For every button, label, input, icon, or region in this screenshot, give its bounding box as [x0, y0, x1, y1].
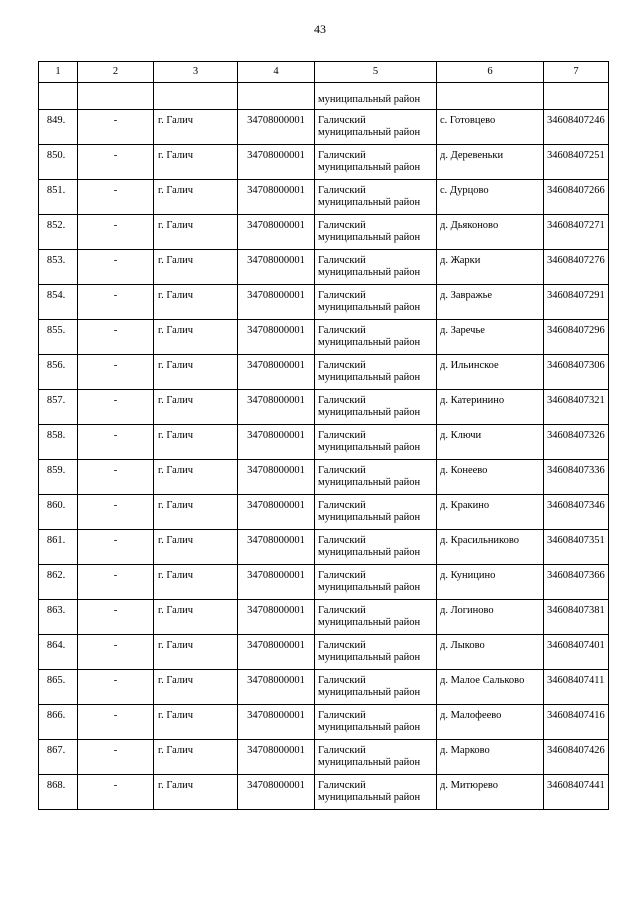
table-row [39, 180, 609, 215]
column-2-value: - [78, 250, 154, 285]
row-number: 866. [39, 705, 78, 740]
city-code: 34708000001 [238, 635, 315, 670]
city-code: 34708000001 [238, 460, 315, 495]
city-code: 34708000001 [238, 495, 315, 530]
district-name-line-2: муниципальный район [318, 652, 421, 663]
settlement-name: д. Конеево [437, 460, 544, 495]
settlement-name: д. Заречье [437, 320, 544, 355]
city-code: 34708000001 [238, 320, 315, 355]
district-name [315, 285, 437, 320]
table-row [39, 530, 609, 565]
district-name [315, 250, 437, 285]
row-number: 867. [39, 740, 78, 775]
table-row [39, 320, 609, 355]
district-name-line-2: муниципальный район [318, 267, 421, 278]
settlement-code: 34608407381 [544, 600, 609, 635]
district-name-line-2: муниципальный район [318, 127, 421, 138]
district-name [315, 495, 437, 530]
city-name: г. Галич [154, 145, 238, 180]
settlement-code: 34608407366 [544, 565, 609, 600]
table-cell [78, 83, 154, 110]
row-number: 849. [39, 110, 78, 145]
city-name: г. Галич [154, 705, 238, 740]
district-name [315, 705, 437, 740]
settlement-name: с. Готовцево [437, 110, 544, 145]
district-name-line-1: Галичский [318, 430, 366, 441]
district-name [315, 530, 437, 565]
city-name: г. Галич [154, 110, 238, 145]
city-code: 34708000001 [238, 390, 315, 425]
city-code: 34708000001 [238, 425, 315, 460]
city-name: г. Галич [154, 775, 238, 810]
district-name-line-2: муниципальный район [318, 337, 421, 348]
header-cell-7: 7 [544, 62, 609, 83]
city-name: г. Галич [154, 390, 238, 425]
district-name-line-2: муниципальный район [318, 302, 421, 313]
district-name-line-1: Галичский [318, 605, 366, 616]
settlement-name: д. Лыково [437, 635, 544, 670]
city-name: г. Галич [154, 285, 238, 320]
table-row [39, 705, 609, 740]
district-name [315, 670, 437, 705]
settlement-code: 34608407441 [544, 775, 609, 810]
row-number: 856. [39, 355, 78, 390]
table-body [39, 83, 609, 810]
table-row [39, 145, 609, 180]
settlement-code: 34608407326 [544, 425, 609, 460]
city-code: 34708000001 [238, 285, 315, 320]
settlement-name: д. Марково [437, 740, 544, 775]
column-2-value: - [78, 600, 154, 635]
district-name-line-2: муниципальный район [318, 547, 421, 558]
district-name [315, 180, 437, 215]
row-number: 852. [39, 215, 78, 250]
settlement-name: д. Малофеево [437, 705, 544, 740]
city-code: 34708000001 [238, 215, 315, 250]
district-name-line-1: Галичский [318, 570, 366, 581]
table-row [39, 355, 609, 390]
settlement-code: 34608407336 [544, 460, 609, 495]
district-name [315, 355, 437, 390]
district-name-line-1: Галичский [318, 150, 366, 161]
row-number: 853. [39, 250, 78, 285]
column-2-value: - [78, 495, 154, 530]
table-row [39, 775, 609, 810]
table-row [39, 285, 609, 320]
city-code: 34708000001 [238, 565, 315, 600]
settlement-name: д. Кракино [437, 495, 544, 530]
city-name: г. Галич [154, 635, 238, 670]
district-name-line-1: Галичский [318, 710, 366, 721]
district-name-line-1: Галичский [318, 255, 366, 266]
page-number: 43 [314, 22, 326, 36]
district-name-line-2: муниципальный район [318, 372, 421, 383]
table-row [39, 215, 609, 250]
table-row [39, 425, 609, 460]
city-name: г. Галич [154, 425, 238, 460]
district-name-line-1: Галичский [318, 395, 366, 406]
district-name-line-2: муниципальный район [318, 442, 421, 453]
column-2-value: - [78, 775, 154, 810]
settlement-name: д. Ключи [437, 425, 544, 460]
column-2-value: - [78, 390, 154, 425]
city-name: г. Галич [154, 215, 238, 250]
settlement-name: д. Деревеньки [437, 145, 544, 180]
settlement-name: д. Жарки [437, 250, 544, 285]
district-name-line-1: Галичский [318, 290, 366, 301]
settlement-code: 34608407346 [544, 495, 609, 530]
table-row [39, 390, 609, 425]
district-name-line-1: Галичский [318, 465, 366, 476]
district-name [315, 215, 437, 250]
row-number: 855. [39, 320, 78, 355]
district-name-line-2: муниципальный район [318, 792, 421, 803]
city-code: 34708000001 [238, 250, 315, 285]
continuation-row [39, 83, 609, 110]
row-number: 860. [39, 495, 78, 530]
table-row [39, 250, 609, 285]
settlement-code: 34608407276 [544, 250, 609, 285]
header-cell-1: 1 [39, 62, 78, 83]
column-2-value: - [78, 285, 154, 320]
city-code: 34708000001 [238, 530, 315, 565]
header-cell-3: 3 [154, 62, 238, 83]
column-2-value: - [78, 565, 154, 600]
table-header [39, 62, 609, 83]
district-name-line-2: муниципальный район [318, 722, 421, 733]
row-number: 862. [39, 565, 78, 600]
header-cell-5: 5 [315, 62, 437, 83]
city-name: г. Галич [154, 180, 238, 215]
city-name: г. Галич [154, 250, 238, 285]
column-2-value: - [78, 145, 154, 180]
settlement-code: 34608407416 [544, 705, 609, 740]
column-2-value: - [78, 355, 154, 390]
district-name-line-2: муниципальный район [318, 512, 421, 523]
district-name-line-1: Галичский [318, 185, 366, 196]
row-number: 850. [39, 145, 78, 180]
column-2-value: - [78, 635, 154, 670]
settlement-code: 34608407296 [544, 320, 609, 355]
row-number: 863. [39, 600, 78, 635]
column-2-value: - [78, 110, 154, 145]
district-name-line-1: Галичский [318, 115, 366, 126]
city-code: 34708000001 [238, 775, 315, 810]
row-number: 868. [39, 775, 78, 810]
district-name-line-1: Галичский [318, 745, 366, 756]
table-row [39, 635, 609, 670]
district-name-line-1: Галичский [318, 360, 366, 371]
city-name: г. Галич [154, 460, 238, 495]
row-number: 857. [39, 390, 78, 425]
city-name: г. Галич [154, 740, 238, 775]
district-name [315, 600, 437, 635]
city-code: 34708000001 [238, 355, 315, 390]
district-name-line-1: Галичский [318, 780, 366, 791]
district-name [315, 110, 437, 145]
column-2-value: - [78, 215, 154, 250]
district-name [315, 145, 437, 180]
settlement-name: д. Куницино [437, 565, 544, 600]
city-code: 34708000001 [238, 145, 315, 180]
city-name: г. Галич [154, 530, 238, 565]
header-cell-6: 6 [437, 62, 544, 83]
settlement-code: 34608407351 [544, 530, 609, 565]
city-name: г. Галич [154, 320, 238, 355]
row-number: 865. [39, 670, 78, 705]
table-row [39, 565, 609, 600]
column-2-value: - [78, 180, 154, 215]
settlement-name: д. Малое Сальково [437, 670, 544, 705]
column-2-value: - [78, 705, 154, 740]
district-name [315, 425, 437, 460]
data-table [38, 61, 609, 810]
district-name-line-1: Галичский [318, 500, 366, 511]
settlement-code: 34608407271 [544, 215, 609, 250]
table-row [39, 600, 609, 635]
settlement-code: 34608407426 [544, 740, 609, 775]
district-name-line-2: муниципальный район [318, 162, 421, 173]
settlement-code: 34608407411 [544, 670, 609, 705]
column-2-value: - [78, 460, 154, 495]
settlement-code: 34608407251 [544, 145, 609, 180]
header-cell-2: 2 [78, 62, 154, 83]
settlement-code: 34608407291 [544, 285, 609, 320]
continuation-text: муниципальный район [315, 83, 437, 110]
settlement-code: 34608407401 [544, 635, 609, 670]
district-name [315, 740, 437, 775]
district-name [315, 775, 437, 810]
district-name-line-2: муниципальный район [318, 617, 421, 628]
header-row [39, 62, 609, 83]
settlement-code: 34608407266 [544, 180, 609, 215]
district-name-line-2: муниципальный район [318, 232, 421, 243]
district-name-line-1: Галичский [318, 535, 366, 546]
table-cell [437, 83, 544, 110]
row-number: 851. [39, 180, 78, 215]
district-name-line-2: муниципальный район [318, 477, 421, 488]
city-name: г. Галич [154, 355, 238, 390]
district-name-line-1: Галичский [318, 640, 366, 651]
district-name-line-1: Галичский [318, 220, 366, 231]
city-name: г. Галич [154, 600, 238, 635]
settlement-name: д. Митюрево [437, 775, 544, 810]
row-number: 859. [39, 460, 78, 495]
settlement-name: д. Логиново [437, 600, 544, 635]
row-number: 864. [39, 635, 78, 670]
settlement-name: д. Завражье [437, 285, 544, 320]
district-name-line-2: муниципальный район [318, 687, 421, 698]
table-cell [154, 83, 238, 110]
city-code: 34708000001 [238, 670, 315, 705]
city-code: 34708000001 [238, 740, 315, 775]
table-row [39, 740, 609, 775]
settlement-name: д. Катеринино [437, 390, 544, 425]
district-name-line-1: Галичский [318, 675, 366, 686]
settlement-code: 34608407246 [544, 110, 609, 145]
column-2-value: - [78, 425, 154, 460]
row-number: 861. [39, 530, 78, 565]
district-name-line-2: муниципальный район [318, 582, 421, 593]
district-name [315, 565, 437, 600]
table-row [39, 110, 609, 145]
table-cell [39, 83, 78, 110]
city-code: 34708000001 [238, 705, 315, 740]
city-name: г. Галич [154, 495, 238, 530]
table-cell [544, 83, 609, 110]
district-name [315, 320, 437, 355]
city-name: г. Галич [154, 565, 238, 600]
settlement-code: 34608407306 [544, 355, 609, 390]
row-number: 858. [39, 425, 78, 460]
header-cell-4: 4 [238, 62, 315, 83]
district-name [315, 390, 437, 425]
district-name [315, 460, 437, 495]
district-name-line-2: муниципальный район [318, 197, 421, 208]
district-name-line-2: муниципальный район [318, 757, 421, 768]
settlement-name: д. Дьяконово [437, 215, 544, 250]
column-2-value: - [78, 670, 154, 705]
district-name [315, 635, 437, 670]
city-code: 34708000001 [238, 180, 315, 215]
settlement-name: с. Дурцово [437, 180, 544, 215]
column-2-value: - [78, 740, 154, 775]
table-cell [238, 83, 315, 110]
district-name-line-2: муниципальный район [318, 407, 421, 418]
district-name-line-1: Галичский [318, 325, 366, 336]
settlement-name: д. Ильинское [437, 355, 544, 390]
row-number: 854. [39, 285, 78, 320]
column-2-value: - [78, 530, 154, 565]
table-row [39, 495, 609, 530]
city-code: 34708000001 [238, 110, 315, 145]
table-row [39, 670, 609, 705]
table-row [39, 460, 609, 495]
column-2-value: - [78, 320, 154, 355]
city-code: 34708000001 [238, 600, 315, 635]
settlement-code: 34608407321 [544, 390, 609, 425]
settlement-name: д. Красильниково [437, 530, 544, 565]
city-name: г. Галич [154, 670, 238, 705]
